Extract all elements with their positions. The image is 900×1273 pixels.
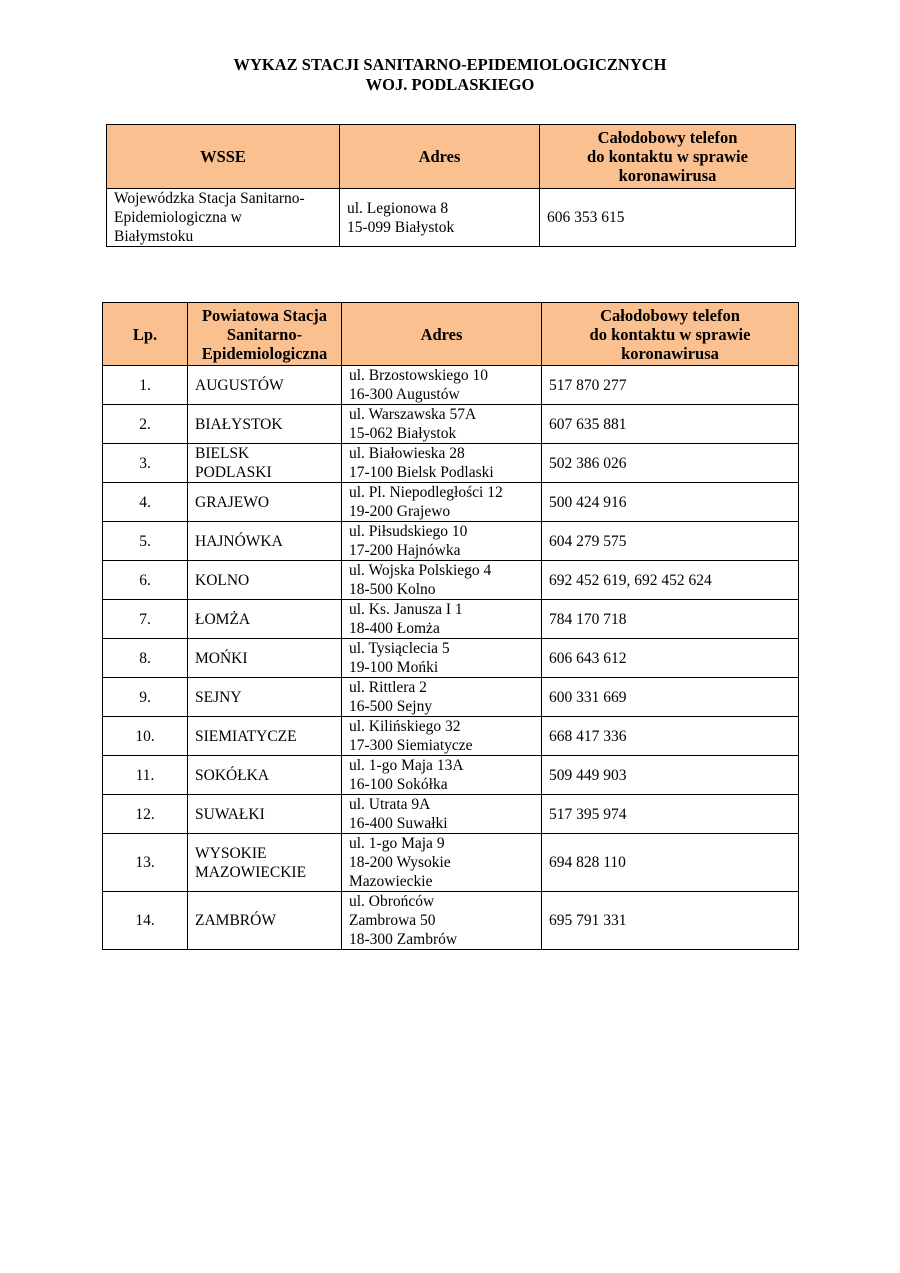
station-name-line: SIEMIATYCZE [195,727,297,745]
station-name-line: ŁOMŻA [195,610,251,628]
pss-header-lp: Lp. [103,303,188,366]
station-name [188,639,342,678]
station-phone: 604 279 575 [542,522,799,561]
station-name-line: PODLASKI [195,464,272,481]
station-address-line: ul. Ks. Janusza I 1 [349,601,463,618]
pss-header-row [103,303,799,366]
pss-table [102,302,799,950]
station-name-line: WYSOKIE [195,844,267,862]
station-address-line: ul. 1-go Maja 13A [349,757,464,774]
row-number: 3. [103,444,188,483]
wsse-name-line-1: Wojewódzka Stacja Sanitarno- [114,190,305,207]
wsse-phone-cell: 606 353 615 [540,189,796,247]
wsse-table [106,124,796,247]
station-address-line: 19-200 Grajewo [349,503,451,520]
row-number: 5. [103,522,188,561]
station-phone: 695 791 331 [542,892,799,950]
station-phone: 509 449 903 [542,756,799,795]
station-name [188,366,342,405]
station-address [342,405,542,444]
station-phone: 600 331 669 [542,678,799,717]
station-name [188,717,342,756]
station-address-line: 18-300 Zambrów [349,931,458,948]
station-name-line: MOŃKI [195,649,248,667]
row-number: 1. [103,366,188,405]
table-row [103,405,799,444]
pss-header-name-line-3: Epidemiologiczna [201,343,328,363]
station-name-line: MAZOWIECKIE [195,863,307,881]
pss-header-name-line-2: Sanitarno- [226,324,303,344]
row-number: 7. [103,600,188,639]
station-name-line: BIAŁYSTOK [195,415,283,433]
table-row [103,678,799,717]
station-address-line: ul. Utrata 9A [349,796,431,813]
row-number: 6. [103,561,188,600]
station-address-line: ul. Kilińskiego 32 [349,718,461,735]
wsse-address-cell [340,189,540,247]
wsse-name-cell [107,189,340,247]
station-address-line: 17-200 Hajnówka [349,542,461,559]
wsse-header-address: Adres [340,125,540,189]
pss-header-name [188,303,342,366]
pss-header-name-line-1: Powiatowa Stacja [201,305,328,325]
station-address-line: ul. Warszawska 57A [349,406,477,423]
station-address [342,639,542,678]
station-phone: 668 417 336 [542,717,799,756]
station-name-line: AUGUSTÓW [195,376,284,394]
station-address-line: 17-100 Bielsk Podlaski [349,464,494,481]
station-name [188,522,342,561]
station-address-line: ul. 1-go Maja 9 [349,835,445,852]
wsse-header-row [107,125,796,189]
row-number: 8. [103,639,188,678]
station-address-line: ul. Brzostowskiego 10 [349,367,489,384]
wsse-header-phone [540,125,796,189]
station-address-line: ul. Obrońców [349,893,435,910]
station-address-line: 16-500 Sejny [349,698,433,715]
wsse-header-phone-line-1: Całodobowy telefon [597,128,738,147]
station-name [188,892,342,950]
document-title-line-1: WYKAZ STACJI SANITARNO-EPIDEMIOLOGICZNYCH [233,55,667,74]
table-row [103,795,799,834]
station-address-line: ul. Rittlera 2 [349,679,427,696]
wsse-name-line-2: Epidemiologiczna w [114,209,242,226]
station-address-line: 18-200 Wysokie [349,854,451,871]
wsse-header-phone-line-3: koronawirusa [618,166,717,185]
station-name-line: KOLNO [195,571,250,589]
row-number: 2. [103,405,188,444]
document-title-line-2: WOJ. PODLASKIEGO [365,75,535,94]
pss-header-phone-line-3: koronawirusa [621,343,719,363]
document-title [0,55,900,95]
wsse-name-line-3: Białymstoku [114,228,194,245]
station-phone: 606 643 612 [542,639,799,678]
table-row [103,834,799,892]
row-number: 4. [103,483,188,522]
station-phone: 607 635 881 [542,405,799,444]
row-number: 9. [103,678,188,717]
station-address-line: ul. Tysiąclecia 5 [349,640,450,657]
station-address-line: 16-400 Suwałki [349,815,448,832]
station-phone: 517 395 974 [542,795,799,834]
table-row [103,600,799,639]
table-row [103,717,799,756]
station-address [342,717,542,756]
station-address-line: ul. Białowieska 28 [349,445,465,462]
station-address [342,561,542,600]
table-row [103,756,799,795]
row-number: 13. [103,834,188,892]
station-phone: 502 386 026 [542,444,799,483]
station-address [342,600,542,639]
station-address [342,444,542,483]
table-row [103,366,799,405]
wsse-header-phone-line-2: do kontaktu w sprawie [587,147,748,166]
wsse-header-name: WSSE [107,125,340,189]
station-address [342,678,542,717]
station-address-line: Zambrowa 50 [349,912,436,929]
station-name [188,444,342,483]
station-address-line: 16-100 Sokółka [349,776,448,793]
station-address [342,756,542,795]
station-name [188,756,342,795]
station-phone: 692 452 619, 692 452 624 [542,561,799,600]
station-name-line: ZAMBRÓW [195,912,276,929]
table-row [103,639,799,678]
row-number: 10. [103,717,188,756]
row-number: 14. [103,892,188,950]
station-address-line: 19-100 Mońki [349,659,439,676]
station-name [188,834,342,892]
station-address-line: ul. Wojska Polskiego 4 [349,562,492,579]
station-name-line: SEJNY [195,688,242,706]
station-name [188,561,342,600]
station-name-line: BIELSK [195,445,250,462]
table-row [103,483,799,522]
pss-header-phone [542,303,799,366]
station-address-line: 16-300 Augustów [349,386,460,403]
pss-header-address: Adres [342,303,542,366]
station-phone: 784 170 718 [542,600,799,639]
station-name-line: GRAJEWO [195,493,270,511]
table-row [103,892,799,950]
table-row [103,561,799,600]
wsse-row [107,189,796,247]
station-address [342,795,542,834]
station-address [342,483,542,522]
wsse-address-line-2: 15-099 Białystok [347,218,455,236]
station-address [342,892,542,950]
wsse-address-line-1: ul. Legionowa 8 [347,199,449,217]
station-name [188,600,342,639]
station-name [188,795,342,834]
station-phone: 517 870 277 [542,366,799,405]
pss-header-phone-line-1: Całodobowy telefon [600,305,740,325]
station-address-line: 15-062 Białystok [349,425,457,442]
station-address-line: ul. Pl. Niepodległości 12 [349,484,503,501]
station-phone: 694 828 110 [542,834,799,892]
row-number: 11. [103,756,188,795]
station-address [342,366,542,405]
station-name [188,405,342,444]
station-address-line: Mazowieckie [349,873,433,890]
station-phone: 500 424 916 [542,483,799,522]
pss-header-phone-line-2: do kontaktu w sprawie [589,324,751,344]
station-address-line: 18-500 Kolno [349,581,436,598]
station-name [188,483,342,522]
row-number: 12. [103,795,188,834]
station-address-line: 17-300 Siemiatycze [349,737,473,754]
station-address [342,834,542,892]
station-address-line: ul. Piłsudskiego 10 [349,523,468,540]
station-name [188,678,342,717]
pss-table-body [103,366,799,950]
station-name-line: SUWAŁKI [195,805,265,823]
station-name-line: SOKÓŁKA [195,766,270,784]
station-name-line: HAJNÓWKA [195,532,283,550]
table-row [103,522,799,561]
station-address-line: 18-400 Łomża [349,620,440,637]
table-row [103,444,799,483]
station-address [342,522,542,561]
